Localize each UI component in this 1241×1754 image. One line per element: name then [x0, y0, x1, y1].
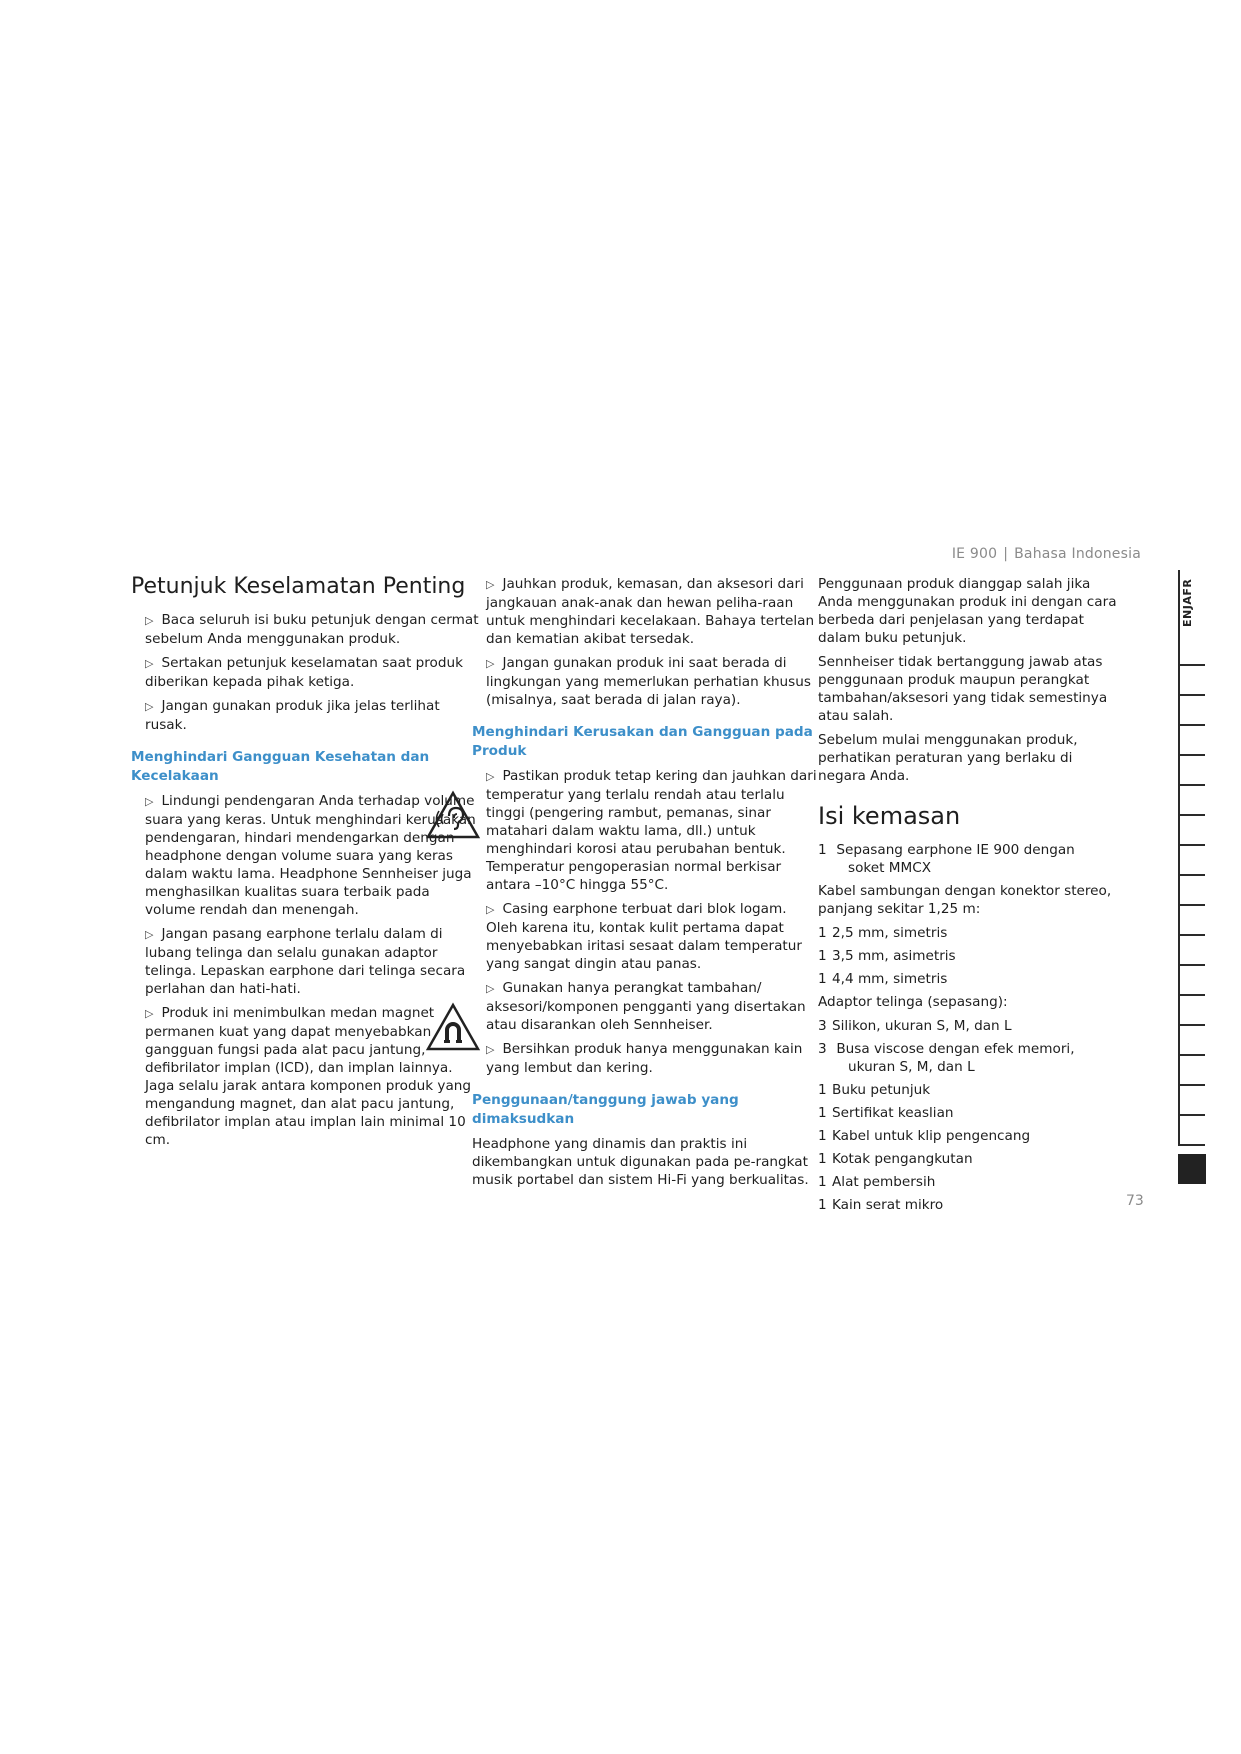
magnet-item-text: Produk ini menimbulkan medan magnet permanen kuat yang dapat menyebabkan gangguan fungsi pada alat pacu jantung, defibrilator implan (ICD), dan implan lainnya. Jaga selalu jarak antara komponen produk yang mengandung magnet, dan alat pacu jantung, defibrilator implan atau implan lain minimal 10 cm.: [145, 1005, 472, 1148]
package-item-text: Buku petunjuk: [832, 1082, 931, 1098]
language-tab[interactable]: [1178, 1026, 1205, 1056]
package-item: [818, 1127, 1123, 1145]
safety-item-text: Sertakan petunjuk keselamatan saat produk diberikan kepada pihak ketiga.: [145, 655, 463, 690]
package-item-text: Kotak pengangkutan: [832, 1151, 973, 1167]
package-item-qty: 1: [818, 971, 827, 987]
adapter-intro: Adaptor telinga (sepasang):: [818, 994, 1008, 1010]
package-item: [818, 1040, 1123, 1076]
damage-item: [472, 900, 817, 973]
package-item-text: Kain serat mikro: [832, 1197, 944, 1213]
language-tab[interactable]: [1178, 786, 1205, 816]
tab-fr[interactable]: FR: [1181, 578, 1194, 596]
package-item-qty: 1: [818, 1105, 827, 1121]
language-tab-strip: [1178, 636, 1206, 1146]
triangle-bullet-icon: ▷: [486, 903, 495, 916]
triangle-bullet-icon: ▷: [145, 928, 154, 941]
language-tab[interactable]: [1178, 906, 1205, 936]
package-item-text: Silikon, ukuran S, M, dan L: [832, 1018, 1012, 1034]
triangle-bullet-icon: ▷: [145, 657, 154, 670]
package-item-text: Sepasang earphone IE 900 dengan: [836, 842, 1075, 858]
cable-intro: Kabel sambungan dengan konektor stereo, panjang sekitar 1,25 m:: [818, 883, 1112, 917]
package-item-qty: 1: [818, 1082, 827, 1098]
package-item-qty: 1: [818, 1128, 827, 1144]
language-tab-current[interactable]: [1178, 1154, 1206, 1184]
running-header: [952, 546, 1141, 562]
liability-paragraph: Sennheiser tidak bertanggung jawab atas penggunaan produk maupun perangkat tambahan/aksesori yang tidak semestinya atau salah.: [818, 654, 1108, 724]
package-item-text-cont: ukuran S, M, dan L: [848, 1059, 975, 1075]
damage-item: [472, 979, 817, 1034]
damage-item: [472, 1040, 817, 1077]
usage-heading: Penggunaan/tanggung jawab yang dimaksudkan: [472, 1092, 739, 1127]
package-item: [818, 970, 1123, 988]
language-tab[interactable]: [1178, 636, 1205, 666]
triangle-bullet-icon: ▷: [145, 614, 154, 627]
tab-ja[interactable]: JA: [1181, 595, 1194, 610]
misuse-paragraph: Penggunaan produk dianggap salah jika Anda menggunakan produk ini dengan cara berbeda dari penjelasan yang terdapat dalam buku petunjuk.: [818, 576, 1117, 646]
page-number: 73: [1126, 1193, 1144, 1209]
safety-item-text: Jauhkan produk, kemasan, dan aksesori dari jangkauan anak-anak dan hewan peliha-raan untuk menghindari kecelakaan. Bahaya tertelan dan kematian akibat tersedak.: [486, 576, 815, 647]
triangle-bullet-icon: ▷: [486, 657, 495, 670]
package-item: [818, 841, 1123, 877]
safety-item: [472, 654, 817, 709]
package-item-text: Sertifikat keaslian: [832, 1105, 954, 1121]
language-tab[interactable]: [1178, 846, 1205, 876]
safety-item-text: Jangan gunakan produk jika jelas terlihat rusak.: [145, 698, 440, 733]
triangle-bullet-icon: ▷: [145, 795, 154, 808]
package-item-text: 3,5 mm, asimetris: [832, 948, 956, 964]
fit-item: [131, 925, 481, 998]
damage-item-text: Casing earphone terbuat dari blok logam. Oleh karena itu, kontak kulit pertama dapat menyebabkan iritasi sesaat dalam temperatur yang sangat dingin atau panas.: [486, 901, 802, 972]
hearing-item-text: Lindungi pendengaran Anda terhadap volume suara yang keras. Untuk menghindari kerusakan pendengaran, hindari mendengarkan dengan headphone dengan volume suara yang keras dalam waktu lama. Headphone Sennheiser juga menghasilkan kualitas suara terbaik pada volume rendah dan menengah.: [145, 793, 476, 918]
package-item: [818, 947, 1123, 965]
language-tab[interactable]: [1178, 696, 1205, 726]
triangle-bullet-icon: ▷: [486, 1043, 495, 1056]
triangle-bullet-icon: ▷: [486, 982, 495, 995]
package-item: [818, 924, 1123, 942]
package-item-qty: 3: [818, 1041, 827, 1057]
damage-item-text: Bersihkan produk hanya menggunakan kain yang lembut dan kering.: [486, 1041, 803, 1076]
safety-item: [131, 654, 481, 691]
safety-item-text: Jangan gunakan produk ini saat berada di lingkungan yang memerlukan perhatian khusus (misalnya, saat berada di jalan raya).: [486, 655, 811, 708]
package-item-text: 4,4 mm, simetris: [832, 971, 948, 987]
safety-item: [472, 575, 817, 648]
package-item: [818, 1173, 1123, 1191]
package-item-qty: 1: [818, 948, 827, 964]
package-item: [818, 1017, 1123, 1035]
language-tab[interactable]: [1178, 666, 1205, 696]
language-tab[interactable]: [1178, 876, 1205, 906]
header-product: IE 900: [951, 546, 998, 562]
tab-en[interactable]: EN: [1181, 609, 1194, 628]
language-tab[interactable]: [1178, 756, 1205, 786]
safety-item: [131, 611, 481, 648]
column-2: [472, 575, 817, 1195]
hearing-item: [131, 792, 481, 919]
damage-item-text: Pastikan produk tetap kering dan jauhkan dari temperatur yang terlalu rendah atau terlalu tinggi (pengering rambut, pemanas, sinar matahari dalam waktu lama, dll.) untuk menghindari korosi atau perubahan bentuk. Temperatur pengoperasian normal berkisar antara –10°C hingga 55°C.: [486, 768, 817, 893]
package-item-qty: 1: [818, 925, 827, 941]
language-tab[interactable]: [1178, 1086, 1205, 1116]
damage-heading: Menghindari Kerusakan dan Gangguan pada Produk: [472, 724, 813, 759]
page-title: Petunjuk Keselamatan Penting: [131, 574, 466, 599]
safety-item-text: Baca seluruh isi buku petunjuk dengan cermat sebelum Anda menggunakan produk.: [145, 612, 479, 647]
package-item-text: Alat pembersih: [832, 1174, 936, 1190]
language-tab-labels[interactable]: [1181, 572, 1203, 634]
health-heading: Menghindari Gangguan Kesehatan dan Kecelakaan: [131, 749, 430, 784]
package-item-text: Kabel untuk klip pengencang: [832, 1128, 1031, 1144]
header-language: Bahasa Indonesia: [1014, 546, 1141, 562]
triangle-bullet-icon: ▷: [145, 1007, 154, 1020]
package-item-qty: 1: [818, 1197, 827, 1213]
package-item-text-cont: soket MMCX: [848, 860, 932, 876]
triangle-bullet-icon: ▷: [145, 700, 154, 713]
package-item: [818, 1196, 1123, 1214]
language-tab[interactable]: [1178, 1056, 1205, 1086]
column-1: [131, 573, 481, 1155]
package-item-qty: 1: [818, 1174, 827, 1190]
language-tab[interactable]: [1178, 816, 1205, 846]
usage-text: Headphone yang dinamis dan praktis ini dikembangkan untuk digunakan pada pe-rangkat musik portabel dan sistem Hi-Fi yang berkualitas.: [472, 1136, 809, 1188]
damage-item-text: Gunakan hanya perangkat tambahan/ aksesori/komponen pengganti yang disertakan atau disarankan oleh Sennheiser.: [486, 980, 806, 1033]
safety-item: [131, 697, 481, 734]
package-item-qty: 1: [818, 1151, 827, 1167]
header-separator: |: [1003, 546, 1009, 562]
language-tab[interactable]: [1178, 966, 1205, 996]
package-contents-title: Isi kemasan: [818, 802, 961, 830]
language-tab[interactable]: [1178, 1116, 1205, 1146]
language-tab[interactable]: [1178, 936, 1205, 966]
column-3: [818, 575, 1123, 1219]
package-item: [818, 1081, 1123, 1099]
fit-item-text: Jangan pasang earphone terlalu dalam di lubang telinga dan selalu gunakan adaptor telinga. Lepaskan earphone dari telinga secara perlahan dan hati-hati.: [145, 926, 466, 997]
package-item-text: 2,5 mm, simetris: [832, 925, 948, 941]
language-tab[interactable]: [1178, 726, 1205, 756]
package-item-qty: 3: [818, 1018, 827, 1034]
damage-item: [472, 767, 817, 894]
package-item-qty: 1: [818, 842, 827, 858]
package-item: [818, 1150, 1123, 1168]
triangle-bullet-icon: ▷: [486, 578, 495, 591]
triangle-bullet-icon: ▷: [486, 770, 495, 783]
regulations-paragraph: Sebelum mulai menggunakan produk, perhatikan peraturan yang berlaku di negara Anda.: [818, 732, 1078, 784]
package-item-text: Busa viscose dengan efek memori,: [836, 1041, 1075, 1057]
language-tab[interactable]: [1178, 996, 1205, 1026]
magnet-item: [131, 1004, 481, 1149]
package-item: [818, 1104, 1123, 1122]
